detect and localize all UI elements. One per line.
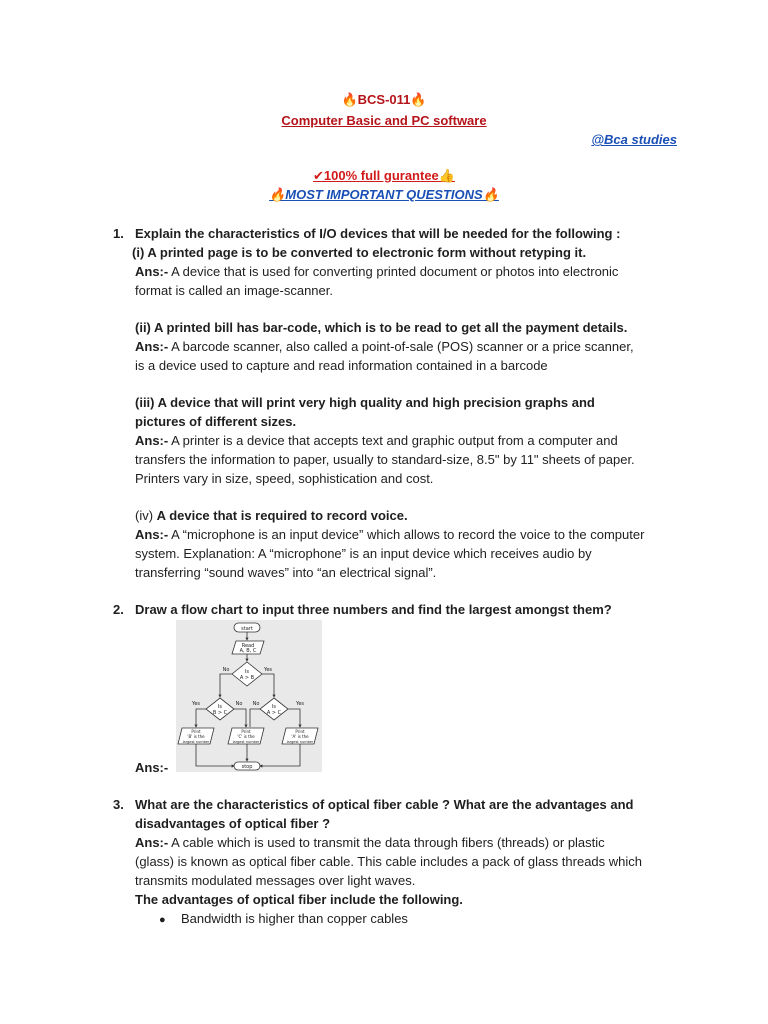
q1-part-iv-label: (iv) A device that is required to record voice. <box>135 508 408 523</box>
svg-text:largest number: largest number <box>286 740 314 744</box>
q1-part-iii-answer-line: Ans:- A printer is a device that accepts text and graphic output from a computer and <box>135 433 618 448</box>
svg-text:Yes: Yes <box>263 667 273 673</box>
svg-text:Read: Read <box>241 643 255 649</box>
q2-number: 2. <box>113 602 124 617</box>
q1-number: 1. <box>113 226 124 241</box>
svg-text:No: No <box>235 701 243 707</box>
svg-text:largest number: largest number <box>232 740 260 744</box>
ans-label: Ans:- <box>135 527 169 542</box>
q3-answer-line: transmits modulated messages over light waves. <box>135 873 416 888</box>
q1-part-ii-label: (ii) A printed bill has bar-code, which is to be read to get all the payment details. <box>135 320 628 335</box>
course-code: 🔥BCS-011🔥 <box>341 92 427 107</box>
flowchart-diagram <box>176 620 322 772</box>
svg-text:Is: Is <box>244 669 250 675</box>
q1-question: Explain the characteristics of I/O devices that will be needed for the following : <box>135 226 621 241</box>
q1-part-iii-answer-line: Printers vary in size, speed, sophistication and cost. <box>135 471 434 486</box>
svg-text:Is: Is <box>271 704 277 710</box>
q1-part-i-answer-line: format is called an image-scanner. <box>135 283 333 298</box>
svg-text:A > C: A > C <box>266 710 282 716</box>
author-handle[interactable]: @Bca studies <box>591 132 677 147</box>
svg-text:largest number: largest number <box>182 740 210 744</box>
q1-part-iii-answer-line: transfers the information to paper, usually to standard-size, 8.5" by 11" sheets of paper. <box>135 452 635 467</box>
svg-text:Print: Print <box>191 729 201 734</box>
course-title: Computer Basic and PC software <box>281 113 487 128</box>
q3-answer-line: Ans:- A cable which is used to transmit the data through fibers (threads) or plastic <box>135 835 605 850</box>
ans-label: Ans:- <box>135 433 169 448</box>
q2-ans-label: Ans:- <box>135 760 169 775</box>
q3-answer-line: (glass) is known as optical fiber cable. This cable includes a pack of glass threads which <box>135 854 643 869</box>
svg-text:Print: Print <box>295 729 305 734</box>
list-item: Bandwidth is higher than copper cables <box>181 911 408 926</box>
svg-text:A > B: A > B <box>239 675 255 681</box>
svg-text:B > C: B > C <box>212 710 228 716</box>
ans-label: Ans:- <box>135 339 169 354</box>
stop-label: stop <box>241 764 253 770</box>
svg-text:No: No <box>252 701 260 707</box>
q1-part-iii-label: pictures of different sizes. <box>135 414 297 429</box>
svg-text:No: No <box>222 667 230 673</box>
ans-label: Ans:- <box>135 835 169 850</box>
bullet-icon: ● <box>159 914 166 926</box>
ans-label: Ans:- <box>135 264 169 279</box>
svg-text:'B' is the: 'B' is the <box>187 734 205 739</box>
q3-question: What are the characteristics of optical fiber cable ? What are the advantages and <box>135 797 634 812</box>
flowchart-image <box>176 620 322 772</box>
q1-part-iv-answer-line: transferring “sound waves” into “an electrical signal”. <box>135 565 437 580</box>
q1-part-iii-label: (iii) A device that will print very high quality and high precision graphs and <box>135 395 595 410</box>
q1-part-ii-answer-line: Ans:- A barcode scanner, also called a point-of-sale (POS) scanner or a price scanner, <box>135 339 634 354</box>
svg-text:Yes: Yes <box>295 701 305 707</box>
svg-text:'C' is the: 'C' is the <box>237 734 255 739</box>
start-label: start <box>241 626 253 632</box>
important-questions-heading: 🔥MOST IMPORTANT QUESTIONS🔥 <box>269 187 499 202</box>
q1-part-iv-answer-line: system. Explanation: A “microphone” is an input device which receives audio by <box>135 546 592 561</box>
svg-text:Is: Is <box>217 704 223 710</box>
svg-text:A, B, C: A, B, C <box>239 648 257 654</box>
svg-text:'A' is the: 'A' is the <box>291 734 309 739</box>
svg-text:Print: Print <box>241 729 251 734</box>
q2-question: Draw a flow chart to input three numbers and find the largest amongst them? <box>135 602 612 617</box>
svg-text:Yes: Yes <box>191 701 201 707</box>
guarantee-banner: ✔100% full gurantee👍 <box>313 168 455 183</box>
q1-part-iv-answer-line: Ans:- A “microphone is an input device” which allows to record the voice to the computer <box>135 527 645 542</box>
q3-number: 3. <box>113 797 124 812</box>
q1-part-i-answer-line: Ans:- A device that is used for converting printed document or photos into electronic <box>135 264 619 279</box>
q1-part-i-label: (i) A printed page is to be converted to electronic form without retyping it. <box>132 245 587 260</box>
advantages-heading: The advantages of optical fiber include the following. <box>135 892 463 907</box>
q3-question: disadvantages of optical fiber ? <box>135 816 331 831</box>
q1-part-ii-answer-line: is a device used to capture and read information contained in a barcode <box>135 358 548 373</box>
